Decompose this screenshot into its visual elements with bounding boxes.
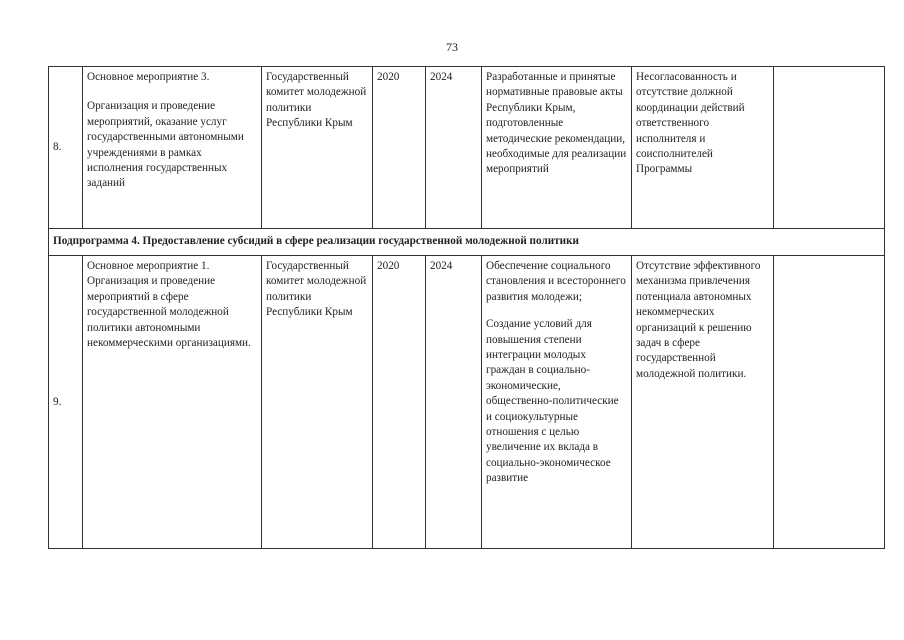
row-number: 8.	[49, 67, 83, 229]
row-number: 9.	[49, 256, 83, 549]
executor-cell: Государственный комитет молодежной политики Республики Крым	[262, 67, 373, 229]
event-description: Организация и проведение мероприятий, оказание услуг государственными автономными учреждениями в рамках исполнения государственных заданий	[87, 100, 244, 190]
end-year-cell: 2024	[426, 67, 482, 229]
event-cell	[83, 67, 262, 229]
table-row	[49, 256, 885, 549]
page-number: 73	[446, 40, 458, 54]
event-title: Основное мероприятие 1.	[87, 260, 210, 272]
result-text: Обеспечение социального становления и всестороннего развития молодежи;	[486, 260, 626, 303]
event-cell	[83, 256, 262, 549]
subprogram-row	[49, 229, 885, 256]
result-text-2: Создание условий для повышения степени интеграции молодых граждан в социально-экономические, общественно-политические и социокультурные отношения с целью увеличение их вклада в социально-экономическое развитие	[486, 318, 619, 485]
start-year-cell: 2020	[373, 67, 426, 229]
event-description: Организация и проведение мероприятий в сфере государственной молодежной политики автономными некоммерческими организациями.	[87, 275, 251, 350]
risk-cell: Несогласованность и отсутствие должной координации действий ответственного исполнителя и соисполнителей Программы	[632, 67, 774, 229]
extra-cell	[774, 256, 885, 549]
extra-cell	[774, 67, 885, 229]
result-cell: Разработанные и принятые нормативные правовые акты Республики Крым, подготовленные методические рекомендации, необходимые для реализации мероприятий	[482, 67, 632, 229]
executor-cell: Государственный комитет молодежной политики Республики Крым	[262, 256, 373, 549]
end-year-cell: 2024	[426, 256, 482, 549]
table-row	[49, 67, 885, 229]
risk-cell: Отсутствие эффективного механизма привлечения потенциала автономных некоммерческих организаций к решению задач в сфере государственной молодежной политики.	[632, 256, 774, 549]
result-cell	[482, 256, 632, 549]
event-title: Основное мероприятие 3.	[87, 71, 210, 83]
program-table	[48, 66, 885, 549]
start-year-cell: 2020	[373, 256, 426, 549]
subprogram-title: Подпрограмма 4. Предоставление субсидий в сфере реализации государственной молодежной политики	[49, 229, 885, 256]
